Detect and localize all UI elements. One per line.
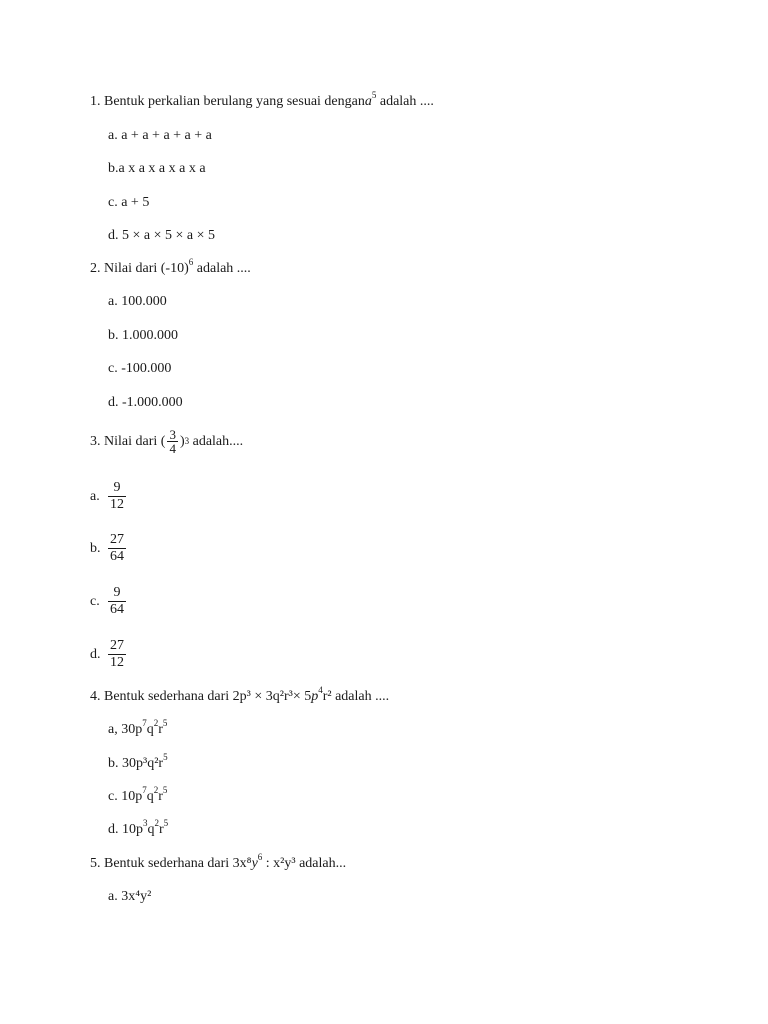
option-4a: a, $30p^7q^2r^5$ bbox=[108, 718, 168, 737]
question-text-end: : x²y³ adalah... bbox=[262, 856, 347, 871]
question-text: Bentuk perkalian berulang yang sesuai dengan bbox=[104, 94, 365, 109]
fraction-numerator: 3 bbox=[169, 427, 176, 442]
option-2a: a. 100.000 bbox=[108, 294, 167, 309]
option-3d: d. $\frac{27}{12}$ bbox=[90, 638, 124, 670]
question-text: Nilai dari bbox=[104, 433, 158, 449]
option-2c: c. -100.000 bbox=[108, 361, 172, 376]
question-1 bbox=[90, 90, 434, 110]
option-fraction: $\frac{27}{64}$ bbox=[110, 532, 124, 564]
power-exponent: 5 bbox=[371, 90, 377, 101]
question-number: 4. bbox=[90, 689, 101, 704]
power-base: y bbox=[251, 856, 258, 871]
question-number: 3. bbox=[90, 433, 101, 449]
option-4c: c. $10p^7q^2r^5$ bbox=[108, 785, 168, 804]
fraction bbox=[167, 428, 178, 455]
option-4b: b. $30p^3q^2r^5$ bbox=[108, 752, 168, 771]
option-2d: d. -1.000.000 bbox=[108, 395, 183, 410]
question-text: Nilai dari bbox=[104, 261, 158, 276]
option-fraction: $\frac{9}{64}$ bbox=[110, 585, 124, 617]
power-exponent: 6 bbox=[257, 852, 263, 863]
question-text-end: adalah.... bbox=[192, 433, 244, 449]
question-4 bbox=[90, 685, 390, 705]
question-text: Bentuk sederhana dari 2p³ × 3q²r³× 5 bbox=[104, 689, 312, 704]
question-text-end: r² adalah .... bbox=[322, 689, 390, 704]
question-text-end: adalah .... bbox=[379, 94, 434, 109]
question-5 bbox=[90, 852, 347, 872]
question-3: 3. Nilai dari ( $\frac{3}{4}$ ) $^3$ adalah.... bbox=[90, 427, 244, 456]
option-1d: d. 5 × a × 5 × a × 5 bbox=[108, 228, 216, 243]
question-number: 5. bbox=[90, 856, 101, 871]
option-1a: a. a + a + a + a + a bbox=[108, 128, 212, 143]
option-fraction: $\frac{27}{12}$ bbox=[110, 638, 124, 670]
power-exponent: 4 bbox=[318, 685, 323, 696]
option-3c: c. $\frac{9}{64}$ bbox=[90, 585, 124, 617]
option-4d: d. $10p^3q^2r^5$ bbox=[108, 818, 169, 837]
question-text-end: adalah .... bbox=[196, 261, 251, 276]
question-2 bbox=[90, 257, 251, 277]
option-3b: b. $\frac{27}{64}$ bbox=[90, 532, 124, 564]
power-exponent: 6 bbox=[188, 257, 194, 268]
option-fraction: $\frac{9}{12}$ bbox=[110, 480, 124, 512]
power-base: a bbox=[364, 94, 372, 109]
option-1b: b.a x a x a x a x a bbox=[108, 161, 206, 176]
option-2b: b. 1.000.000 bbox=[108, 328, 178, 343]
option-3a: a. $\frac{9}{12}$ bbox=[90, 480, 124, 512]
question-text: Bentuk sederhana dari 3x⁸ bbox=[104, 856, 252, 871]
option-1c: c. a + 5 bbox=[108, 195, 150, 210]
power-base: (-10) bbox=[160, 261, 189, 276]
option-5a: a. 3x⁴y² bbox=[108, 889, 152, 904]
fraction-denominator: 4 bbox=[169, 441, 176, 456]
question-number: 2. bbox=[90, 261, 101, 276]
question-number: 1. bbox=[90, 94, 101, 109]
power-base: p bbox=[311, 689, 319, 704]
